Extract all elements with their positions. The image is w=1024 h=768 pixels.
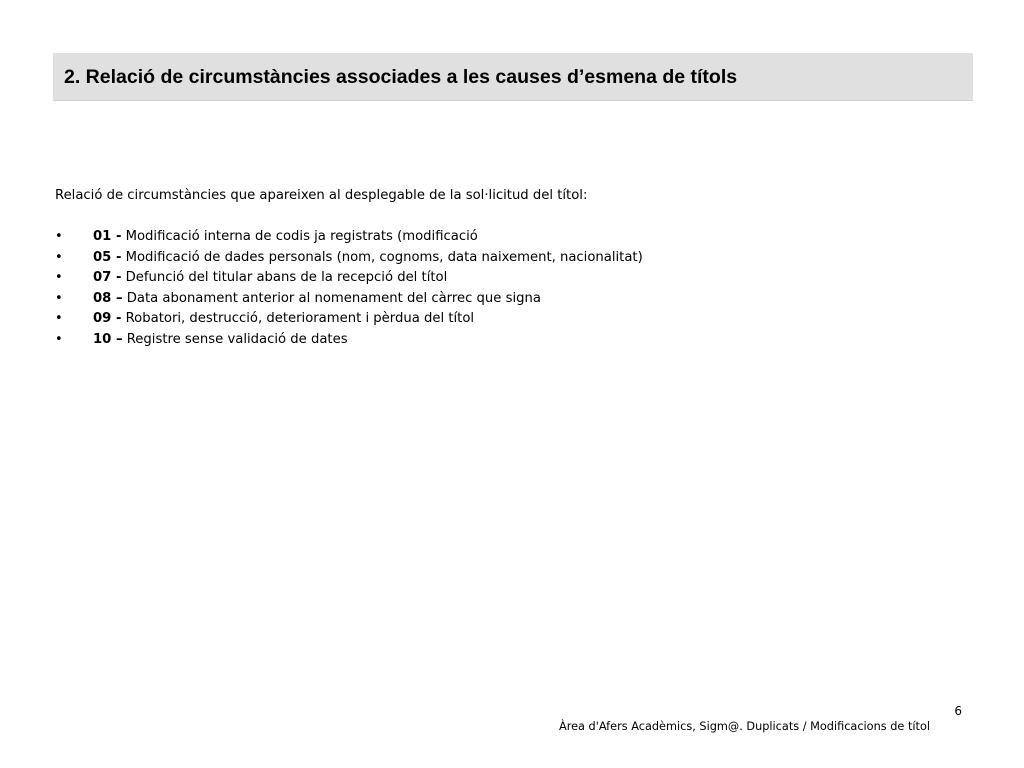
item-text: Registre sense validació de dates <box>122 331 348 347</box>
item-code: 08 – <box>93 290 123 306</box>
list-item-body <box>93 248 643 269</box>
bullet-icon: • <box>55 229 63 244</box>
list-item-body <box>93 227 478 248</box>
list-item-body <box>93 289 541 310</box>
item-code: 05 - <box>93 249 122 265</box>
bullet-icon: • <box>55 311 63 327</box>
item-code: 07 - <box>93 270 122 286</box>
item-text: Modificació de dades personals (nom, cognoms, data naixement, nacionalitat) <box>121 249 643 265</box>
page-number: 6 <box>954 704 962 718</box>
list-item-body <box>93 268 447 289</box>
bullet-icon: • <box>55 270 63 286</box>
title-bar <box>53 53 973 101</box>
item-text: Modificació interna de codis ja registrats (modificació <box>121 229 478 244</box>
page-title: 2. Relació de circumstàncies associades a les causes d’esmena de títols <box>64 66 738 88</box>
list-item-body <box>93 309 474 330</box>
item-code: 01 - <box>93 229 122 244</box>
item-code: 09 - <box>93 311 122 327</box>
item-code: 10 – <box>93 331 123 347</box>
item-text: Data abonament anterior al nomenament del càrrec que signa <box>122 290 541 306</box>
bullet-icon: • <box>55 331 63 347</box>
item-text: Robatori, destrucció, deteriorament i pèrdua del títol <box>121 311 475 327</box>
intro-paragraph: Relació de circumstàncies que apareixen al desplegable de la sol·licitud del títol: <box>55 188 588 203</box>
bullet-icon: • <box>55 249 63 265</box>
list-item-body <box>93 330 348 351</box>
bullet-icon: • <box>55 290 63 306</box>
item-text: Defunció del titular abans de la recepció del títol <box>121 270 448 286</box>
footer-text: Àrea d'Afers Acadèmics, Sigm@. Duplicats / Modificacions de títol <box>558 720 930 733</box>
